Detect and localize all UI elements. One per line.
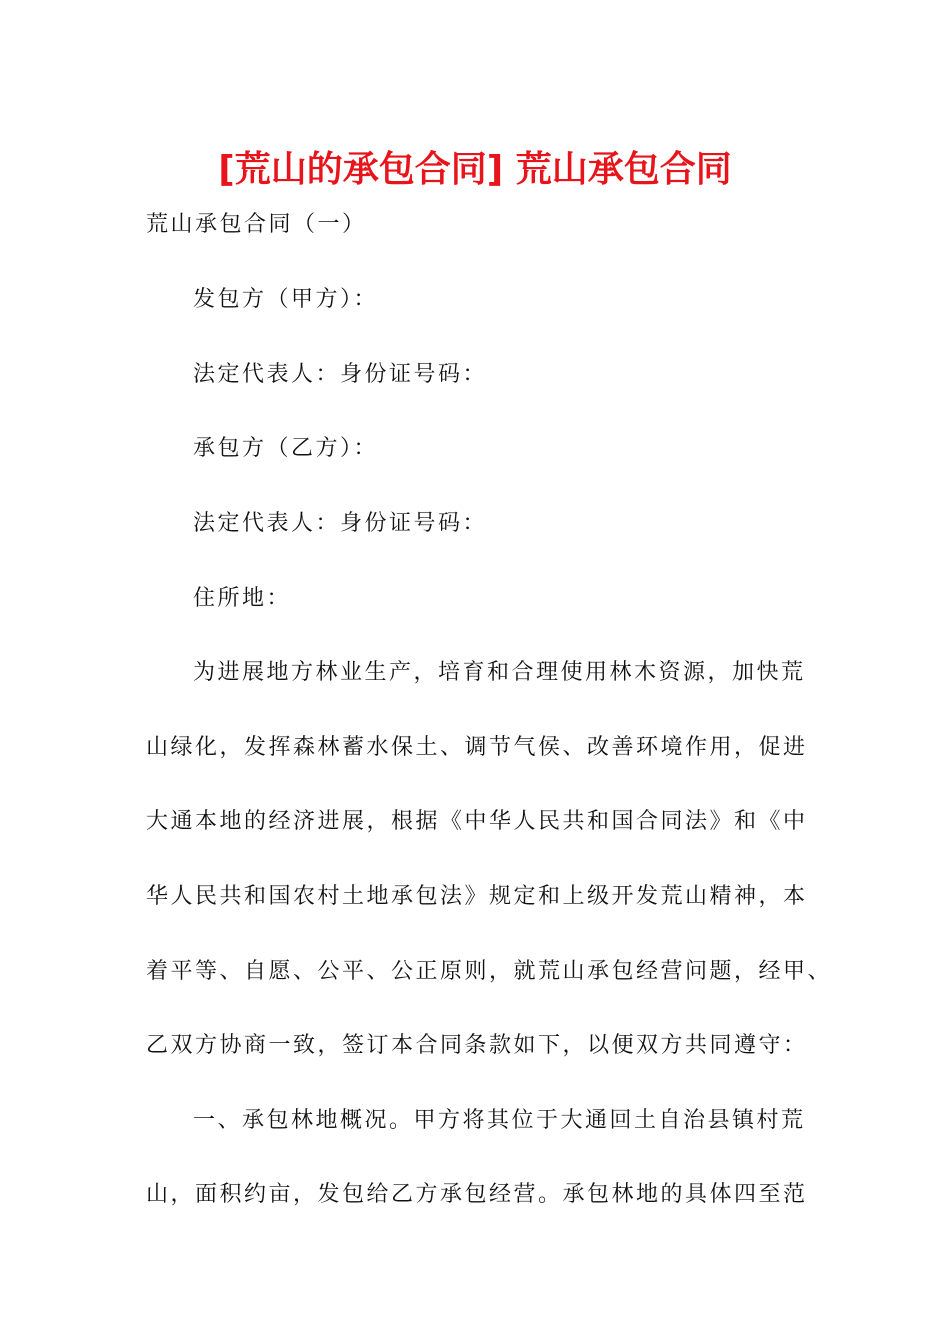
paragraph-line: 山绿化，发挥森林蓄水保土、调节气侯、改善环境作用，促进: [146, 735, 808, 760]
party-b-representative-line: 法定代表人：身份证号码：: [193, 511, 488, 536]
party-b-line: 承包方（乙方）：: [193, 436, 379, 461]
party-a-line: 发包方（甲方）：: [193, 287, 379, 312]
paragraph-line: 着平等、自愿、公平、公正原则，就荒山承包经营问题，经甲、: [146, 959, 833, 984]
paragraph-line: 乙双方协商一致，签订本合同条款如下，以便双方共同遵守：: [146, 1033, 808, 1058]
address-line: 住所地：: [193, 586, 292, 611]
paragraph-line: 大通本地的经济进展，根据《中华人民共和国合同法》和《中: [146, 809, 808, 834]
paragraph-line: 为进展地方林业生产，培育和合理使用林木资源，加快荒: [193, 660, 806, 685]
clause-line: 山，面积约亩，发包给乙方承包经营。承包林地的具体四至范: [146, 1182, 808, 1207]
section-heading: 荒山承包合同（一）: [146, 212, 367, 237]
party-a-representative-line: 法定代表人：身份证号码：: [193, 362, 488, 387]
clause-line: 一、承包林地概况。甲方将其位于大通回土自治县镇村荒: [193, 1108, 806, 1133]
document-title: [荒山的承包合同] 荒山承包合同: [218, 149, 732, 190]
paragraph-line: 华人民共和国农村土地承包法》规定和上级开发荒山精神，本: [146, 884, 808, 909]
